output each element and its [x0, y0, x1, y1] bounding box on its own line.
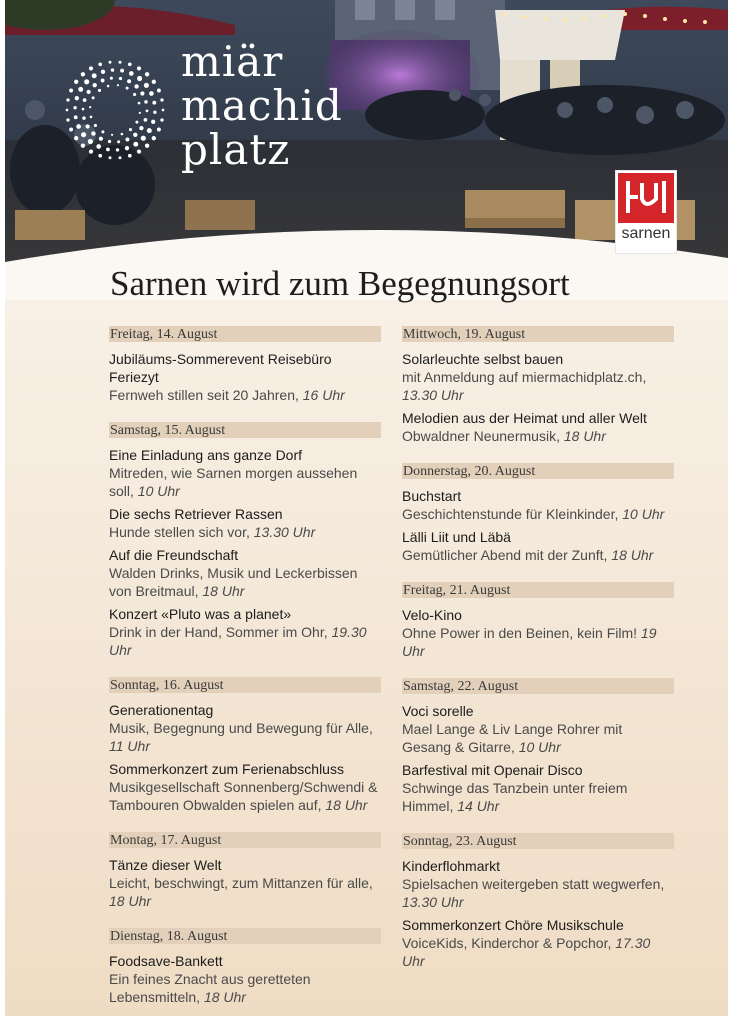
sarnen-badge	[615, 170, 677, 254]
event-description-text: Hunde stellen sich vor,	[109, 524, 250, 540]
event-time: 13.30 Uhr	[253, 524, 316, 540]
day-header: Donnerstag, 20. August	[402, 463, 674, 479]
event-description	[109, 970, 381, 1006]
event-description	[109, 874, 381, 910]
event-title: Sommerkonzert Chöre Musikschule	[402, 917, 624, 933]
event-description-text: mit Anmeldung auf miermachidplatz.ch,	[402, 369, 647, 385]
program-column-right	[402, 326, 674, 988]
event-description	[402, 505, 674, 523]
event-description-text: Mael Lange & Liv Lange Rohrer mit Gesang & Gitarre,	[402, 721, 623, 755]
day-block	[402, 833, 674, 970]
event-item	[402, 916, 674, 970]
day-header: Sonntag, 23. August	[402, 833, 674, 849]
badge-label: sarnen	[621, 225, 671, 242]
day-header: Mittwoch, 19. August	[402, 326, 674, 342]
event-description	[109, 623, 381, 659]
event-description-text: VoiceKids, Kinderchor & Popchor,	[402, 935, 612, 951]
event-time: 10 Uhr	[518, 739, 561, 755]
event-time: 10 Uhr	[622, 506, 665, 522]
event-item	[402, 606, 674, 660]
event-description-text: Obwaldner Neunermusik,	[402, 428, 560, 444]
event-title: Voci sorelle	[402, 703, 474, 719]
event-title: Foodsave-Bankett	[109, 953, 223, 969]
event-description-text: Gemütlicher Abend mit der Zunft,	[402, 547, 608, 563]
event-time: 18 Uhr	[563, 428, 606, 444]
event-item	[402, 487, 674, 523]
event-title: Barfestival mit Openair Disco	[402, 762, 583, 778]
event-description	[109, 564, 381, 600]
event-item	[109, 856, 381, 910]
event-poster	[5, 0, 728, 1016]
event-item	[402, 528, 674, 564]
event-title: Auf die Freundschaft	[109, 547, 239, 563]
event-title: Konzert «Pluto was a planet»	[109, 606, 292, 622]
event-item	[109, 760, 381, 814]
logo-dot-ring-icon	[63, 58, 167, 162]
logo-wordmark	[181, 37, 343, 174]
event-item	[109, 701, 381, 755]
day-block	[109, 677, 381, 814]
day-header: Samstag, 22. August	[402, 678, 674, 694]
event-time: 19 Uhr	[402, 625, 657, 659]
event-time: 10 Uhr	[137, 483, 180, 499]
event-item	[402, 761, 674, 815]
day-block	[402, 582, 674, 660]
event-description	[109, 464, 381, 500]
event-time: 17.30 Uhr	[402, 935, 651, 969]
event-time: 18 Uhr	[109, 893, 152, 909]
event-title: Die sechs Retriever Rassen	[109, 506, 283, 522]
sarnen-emblem-icon	[618, 173, 674, 223]
event-description	[109, 719, 381, 755]
event-time: 18 Uhr	[325, 797, 368, 813]
event-description	[402, 720, 674, 756]
day-header: Freitag, 21. August	[402, 582, 674, 598]
event-description	[402, 624, 674, 660]
day-header: Samstag, 15. August	[109, 422, 381, 438]
event-description-text: Drink in der Hand, Sommer im Ohr,	[109, 624, 328, 640]
event-item	[109, 505, 381, 541]
event-item	[109, 446, 381, 500]
event-time: 18 Uhr	[203, 989, 246, 1005]
event-description	[402, 368, 674, 404]
event-time: 16 Uhr	[302, 387, 345, 403]
day-header: Freitag, 14. August	[109, 326, 381, 342]
event-item	[402, 857, 674, 911]
event-description-text: Leicht, beschwingt, zum Mittanzen für alle,	[109, 875, 373, 891]
event-item	[402, 350, 674, 404]
day-block	[402, 326, 674, 445]
event-title: Tänze dieser Welt	[109, 857, 222, 873]
event-item	[109, 605, 381, 659]
event-item	[109, 350, 381, 404]
event-description-text: Walden Drinks, Musik und Leckerbissen von Breitmaul,	[109, 565, 358, 599]
event-description-text: Musik, Begegnung und Bewegung für Alle,	[109, 720, 373, 736]
event-description	[402, 779, 674, 815]
event-description-text: Spielsachen weitergeben statt wegwerfen,	[402, 876, 665, 892]
event-item	[402, 702, 674, 756]
event-description	[109, 523, 381, 541]
event-time: 13.30 Uhr	[402, 387, 464, 403]
event-title: Velo-Kino	[402, 607, 462, 623]
event-item	[109, 952, 381, 1006]
event-description	[402, 934, 674, 970]
event-description-text: Schwinge das Tanzbein unter freiem Himmel,	[402, 780, 628, 814]
event-description	[109, 386, 381, 404]
event-description-text: Musikgesellschaft Sonnenberg/Schwendi & Tambouren Obwalden spielen auf,	[109, 779, 378, 813]
program-column-left	[109, 326, 381, 1016]
event-description-text: Ohne Power in den Beinen, kein Film!	[402, 625, 638, 641]
hero-photo	[5, 0, 728, 300]
day-block	[109, 422, 381, 659]
event-item	[109, 546, 381, 600]
event-description	[109, 778, 381, 814]
event-title: Melodien aus der Heimat und aller Welt	[402, 410, 647, 426]
day-header: Sonntag, 16. August	[109, 677, 381, 693]
event-title: Generationentag	[109, 702, 214, 718]
day-block	[402, 678, 674, 815]
event-description-text: Fernweh stillen seit 20 Jahren,	[109, 387, 299, 403]
event-description-text: Ein feines Znacht aus geretteten Lebensmitteln,	[109, 971, 311, 1005]
event-title: Kinderflohmarkt	[402, 858, 501, 874]
event-title: Buchstart	[402, 488, 462, 504]
event-item	[402, 409, 674, 445]
event-title: Sommerkonzert zum Ferienabschluss	[109, 761, 344, 777]
day-header: Montag, 17. August	[109, 832, 381, 848]
event-description-text: Geschichtenstunde für Kleinkinder,	[402, 506, 619, 522]
event-time: 13.30 Uhr	[402, 894, 464, 910]
day-header: Dienstag, 18. August	[109, 928, 381, 944]
logo-line: machid	[181, 81, 343, 130]
logo-line: platz	[181, 125, 291, 174]
logo-line: miär	[181, 37, 284, 86]
event-description	[402, 427, 674, 445]
page-title: Sarnen wird zum Begegnungsort	[110, 264, 570, 303]
event-time: 14 Uhr	[457, 798, 500, 814]
event-description-text: Mitreden, wie Sarnen morgen aussehen soll,	[109, 465, 358, 499]
day-block	[402, 463, 674, 564]
event-time: 18 Uhr	[202, 583, 245, 599]
event-description	[402, 546, 674, 564]
event-description	[402, 875, 674, 911]
event-title: Solarleuchte selbst bauen	[402, 351, 564, 367]
event-time: 11 Uhr	[109, 738, 150, 754]
day-block	[109, 832, 381, 910]
event-time: 19.30 Uhr	[109, 624, 367, 658]
day-block	[109, 326, 381, 404]
event-time: 18 Uhr	[611, 547, 654, 563]
event-title: Lälli Liit und Läbä	[402, 529, 511, 545]
day-block	[109, 928, 381, 1006]
event-title: Eine Einladung ans ganze Dorf	[109, 447, 303, 463]
event-title: Jubiläums-Sommerevent Reisebüro Feriezyt	[109, 351, 332, 385]
